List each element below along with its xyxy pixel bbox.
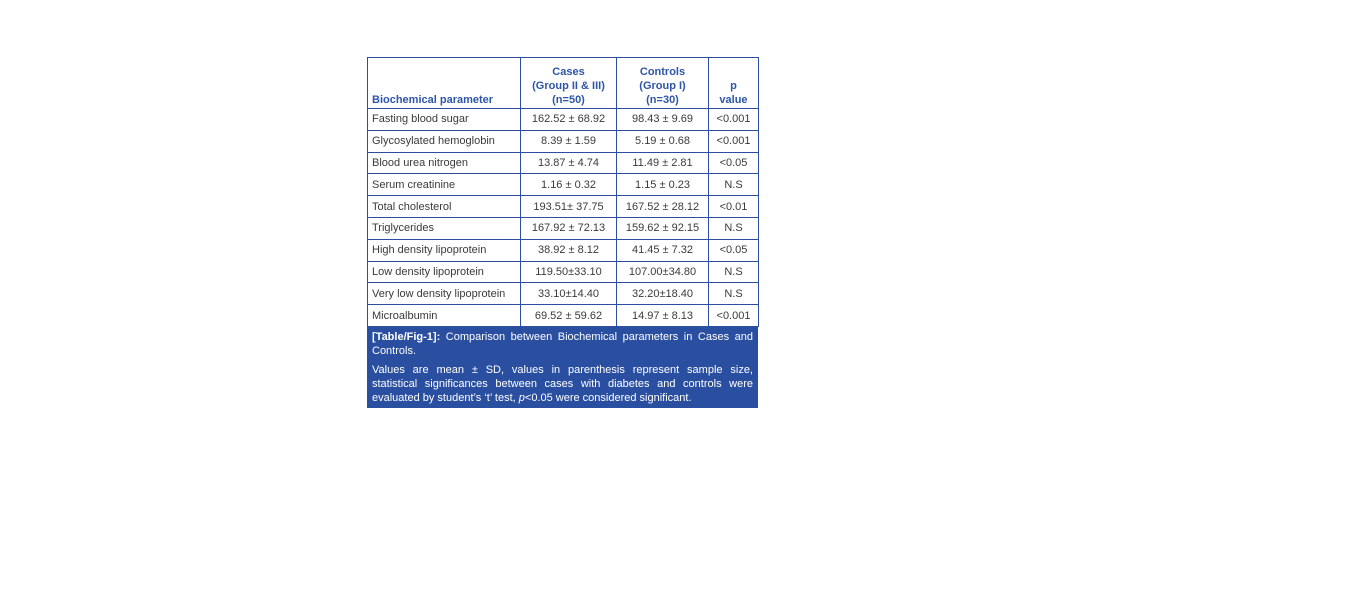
cell-p-value: <0.05 [709, 152, 759, 174]
caption-title [372, 330, 753, 358]
cell-cases: 38.92 ± 8.12 [521, 239, 617, 261]
cell-p-value: N.S [709, 174, 759, 196]
cell-p-value: <0.001 [709, 130, 759, 152]
table-row [368, 196, 759, 218]
table-row [368, 152, 759, 174]
cell-controls: 1.15 ± 0.23 [617, 174, 709, 196]
cell-controls: 11.49 ± 2.81 [617, 152, 709, 174]
cell-p-value: <0.001 [709, 109, 759, 131]
cell-p-value: <0.001 [709, 305, 759, 327]
table-row [368, 130, 759, 152]
cell-parameter: Total cholesterol [368, 196, 521, 218]
header-cases: Cases (Group II & III) (n=50) [521, 58, 617, 109]
cell-cases: 193.51± 37.75 [521, 196, 617, 218]
cell-p-value: N.S [709, 283, 759, 305]
cell-p-value: <0.01 [709, 196, 759, 218]
cell-p-value: N.S [709, 217, 759, 239]
cell-parameter: Blood urea nitrogen [368, 152, 521, 174]
table-caption [367, 327, 758, 408]
cell-controls: 41.45 ± 7.32 [617, 239, 709, 261]
cell-controls: 159.62 ± 92.15 [617, 217, 709, 239]
table-row [368, 109, 759, 131]
table-row [368, 217, 759, 239]
cell-parameter: Triglycerides [368, 217, 521, 239]
header-controls: Controls (Group I) (n=30) [617, 58, 709, 109]
table-row [368, 174, 759, 196]
cell-cases: 167.92 ± 72.13 [521, 217, 617, 239]
cell-cases: 1.16 ± 0.32 [521, 174, 617, 196]
cell-parameter: Serum creatinine [368, 174, 521, 196]
cell-cases: 69.52 ± 59.62 [521, 305, 617, 327]
cell-cases: 13.87 ± 4.74 [521, 152, 617, 174]
cell-cases: 162.52 ± 68.92 [521, 109, 617, 131]
cell-controls: 14.97 ± 8.13 [617, 305, 709, 327]
table-row [368, 261, 759, 283]
cell-cases: 33.10±14.40 [521, 283, 617, 305]
cell-parameter: Very low density lipoprotein [368, 283, 521, 305]
caption-title-text: Comparison between Biochemical parameters in Cases and Controls. [372, 330, 753, 357]
cell-cases: 119.50±33.10 [521, 261, 617, 283]
cell-parameter: High density lipoprotein [368, 239, 521, 261]
cell-cases: 8.39 ± 1.59 [521, 130, 617, 152]
cell-controls: 107.00±34.80 [617, 261, 709, 283]
cell-parameter: Microalbumin [368, 305, 521, 327]
table-row [368, 239, 759, 261]
header-parameter: Biochemical parameter [368, 58, 521, 109]
cell-controls: 5.19 ± 0.68 [617, 130, 709, 152]
cell-parameter: Low density lipoprotein [368, 261, 521, 283]
biochemical-table [367, 57, 759, 327]
cell-parameter: Fasting blood sugar [368, 109, 521, 131]
caption-note [372, 363, 753, 405]
cell-p-value: N.S [709, 261, 759, 283]
cell-parameter: Glycosylated hemoglobin [368, 130, 521, 152]
caption-note-text: Values are mean ± SD, values in parenthesis represent sample size, statistical significances between cases with diabetes and controls were evaluated by student’s ‘t’ test, [372, 363, 753, 404]
table-header-row [368, 58, 759, 109]
cell-controls: 167.52 ± 28.12 [617, 196, 709, 218]
table-row [368, 305, 759, 327]
header-p-value: p value [709, 58, 759, 109]
table-figure [367, 57, 758, 408]
caption-tag: [Table/Fig-1]: [372, 330, 441, 343]
cell-controls: 98.43 ± 9.69 [617, 109, 709, 131]
cell-p-value: <0.05 [709, 239, 759, 261]
caption-note-p: p [518, 391, 525, 404]
table-row [368, 283, 759, 305]
caption-note-end: <0.05 were considered significant. [524, 391, 692, 404]
cell-controls: 32.20±18.40 [617, 283, 709, 305]
